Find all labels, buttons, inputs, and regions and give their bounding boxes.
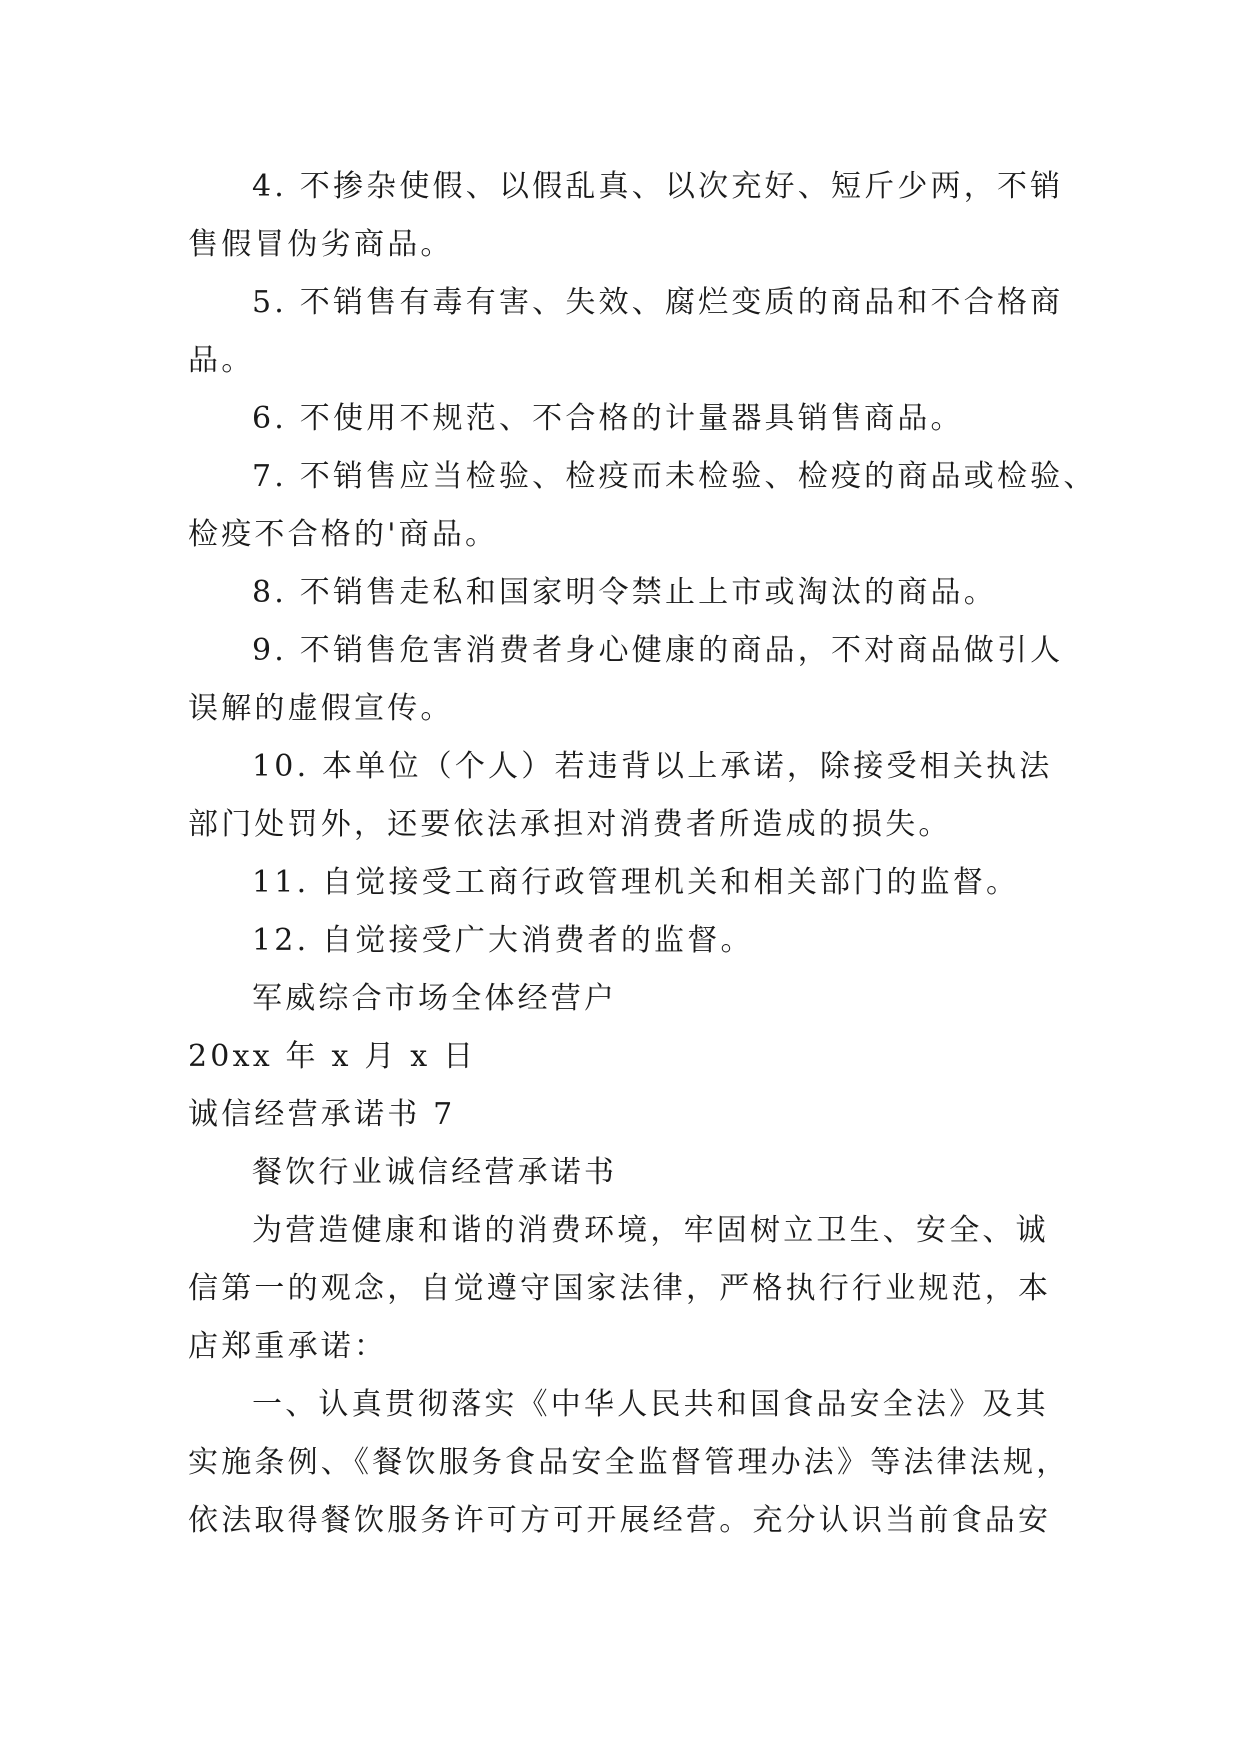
text-line: 依法取得餐饮服务许可方可开展经营。充分认识当前食品安 [188,1503,1052,1538]
text-line: 8. 不销售走私和国家明令禁止上市或淘汰的商品。 [252,575,997,610]
text-line: 部门处罚外，还要依法承担对消费者所造成的损失。 [188,807,952,842]
date-line: 20xx 年 x 月 x 日 [188,1039,477,1074]
text-line: 4. 不掺杂使假、以假乱真、以次充好、短斤少两，不销 [252,169,1064,204]
text-line: 12. 自觉接受广大消费者的监督。 [252,923,754,958]
text-line: 9. 不销售危害消费者身心健康的商品，不对商品做引人 [252,633,1064,668]
text-line: 店郑重承诺： [188,1329,388,1364]
text-line: 售假冒伪劣商品。 [188,227,454,262]
text-line: 10. 本单位（个人）若违背以上承诺，除接受相关执法 [252,749,1053,784]
text-line: 品。 [188,343,255,378]
document-title: 餐饮行业诚信经营承诺书 [252,1155,618,1190]
text-line: 7. 不销售应当检验、检疫而未检验、检疫的商品或检验、 [252,459,1097,494]
text-line: 5. 不销售有毒有害、失效、腐烂变质的商品和不合格商 [252,285,1064,320]
document-body [188,158,1097,1550]
text-line: 一、认真贯彻落实《中华人民共和国食品安全法》及其 [252,1387,1049,1422]
text-line: 误解的虚假宣传。 [188,691,454,726]
section-heading: 诚信经营承诺书 7 [188,1097,456,1132]
text-line: 11. 自觉接受工商行政管理机关和相关部门的监督。 [252,865,1020,900]
text-line: 信第一的观念，自觉遵守国家法律，严格执行行业规范，本 [188,1271,1052,1306]
signature-line: 军威综合市场全体经营户 [252,981,618,1016]
text-line: 实施条例、《餐饮服务食品安全监督管理办法》等法律法规， [188,1445,1070,1480]
text-line: 6. 不使用不规范、不合格的计量器具销售商品。 [252,401,964,436]
text-line: 检疫不合格的'商品。 [188,517,499,552]
text-line: 为营造健康和谐的消费环境，牢固树立卫生、安全、诚 [252,1213,1049,1248]
